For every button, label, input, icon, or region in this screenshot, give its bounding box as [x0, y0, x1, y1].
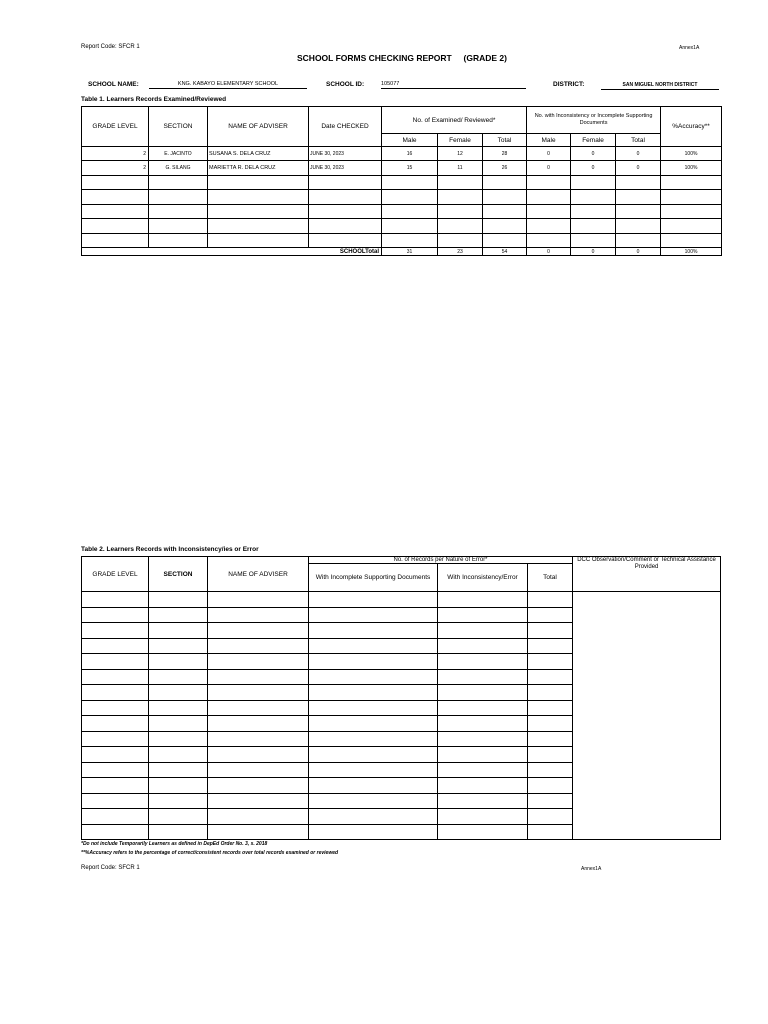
th-in-total: Total — [616, 134, 661, 147]
cell-accuracy: 100% — [661, 147, 722, 161]
th-accuracy: %Accuracy** — [661, 107, 722, 147]
th-section: SECTION — [149, 107, 208, 147]
table-row — [82, 219, 722, 234]
total-ex-total: 54 — [483, 248, 527, 256]
table1-caption: Table 1. Learners Records Examined/Reviewed — [81, 96, 227, 103]
th-grade-level: GRADE LEVEL — [82, 107, 149, 147]
cell-date: JUNE 30, 2023 — [309, 161, 382, 176]
th2-section: SECTION — [149, 557, 208, 592]
table-row — [82, 190, 722, 205]
footnote-temporary-learners: *Do not include Temporarily Learners as defined in DepEd Order No. 3, s. 2018 — [81, 841, 268, 847]
th2-observation: DCC Observation/Comment or Technical Assistance Provided — [573, 557, 721, 592]
table-row — [82, 205, 722, 219]
cell-adviser: SUSANA S. DELA CRUZ — [208, 147, 309, 161]
cell-in-total: 0 — [616, 147, 661, 161]
school-total-label: SCHOOLTotal — [82, 248, 382, 256]
th-ex-total: Total — [483, 134, 527, 147]
cell-accuracy: 100% — [661, 161, 722, 176]
observation-cell — [573, 592, 721, 840]
table-row — [82, 592, 721, 608]
cell-date: JUNE 30, 2023 — [309, 147, 382, 161]
report-code: Report Code: SFCR 1 — [81, 44, 140, 50]
table-row — [82, 147, 722, 161]
cell-ex-total: 26 — [483, 161, 527, 176]
footnote-accuracy: **%Accuracy refers to the percentage of correct/consistent records over total records examined or reviewed — [81, 850, 339, 856]
footer-annex-label: Annex1A — [581, 866, 602, 872]
school-id-label: SCHOOL ID: — [326, 81, 365, 88]
th-in-male: Male — [527, 134, 571, 147]
th-ex-male: Male — [382, 134, 438, 147]
records-examined-table — [81, 106, 722, 256]
total-in-male: 0 — [527, 248, 571, 256]
school-id-value: 105077 — [381, 81, 526, 89]
cell-in-male: 0 — [527, 147, 571, 161]
th-adviser: NAME OF ADVISER — [208, 107, 309, 147]
th2-total: Total — [528, 564, 573, 592]
th-ex-female: Female — [438, 134, 483, 147]
cell-adviser: MARIETTA R. DELA CRUZ — [208, 161, 309, 176]
th-inconsistency: No. with Inconsistency or Incomplete Supporting Documents — [527, 107, 661, 134]
th-date-checked: Date CHECKED — [309, 107, 382, 147]
cell-ex-female: 11 — [438, 161, 483, 176]
cell-section: E. JACINTO — [149, 147, 208, 161]
annex-label: Annex1A — [679, 45, 700, 51]
cell-in-male: 0 — [527, 161, 571, 176]
cell-section: G. SILANG — [149, 161, 208, 176]
school-name-value: KNG. KABAYO ELEMENTARY SCHOOL — [149, 81, 307, 89]
cell-in-total: 0 — [616, 161, 661, 176]
th2-incomplete-docs: With Incomplete Supporting Documents — [309, 564, 438, 592]
district-value: SAN MIGUEL NORTH DISTRICT — [601, 82, 719, 90]
table-row — [82, 234, 722, 248]
total-ex-female: 23 — [438, 248, 483, 256]
cell-in-female: 0 — [571, 161, 616, 176]
table2-caption: Table 2. Learners Records with Inconsistency/ies or Error — [81, 546, 259, 553]
school-name-label: SCHOOL NAME: — [88, 81, 139, 88]
total-ex-male: 31 — [382, 248, 438, 256]
records-error-table — [81, 556, 721, 840]
th2-nature-of-error: No. of Records per Nature of Error* — [309, 557, 573, 564]
th2-inconsistency: With Inconsistency/Error — [438, 564, 528, 592]
th2-grade-level: GRADE LEVEL — [82, 557, 149, 592]
cell-ex-male: 16 — [382, 147, 438, 161]
page-title: SCHOOL FORMS CHECKING REPORT (GRADE 2) — [297, 53, 507, 63]
cell-grade: 2 — [82, 147, 149, 161]
table-row — [82, 176, 722, 190]
total-row — [82, 248, 722, 256]
total-in-female: 0 — [571, 248, 616, 256]
table-row — [82, 161, 722, 176]
cell-ex-total: 28 — [483, 147, 527, 161]
cell-grade: 2 — [82, 161, 149, 176]
cell-ex-male: 15 — [382, 161, 438, 176]
th-in-female: Female — [571, 134, 616, 147]
cell-in-female: 0 — [571, 147, 616, 161]
total-accuracy: 100% — [661, 248, 722, 256]
footer-report-code: Report Code: SFCR 1 — [81, 865, 140, 871]
district-label: DISTRICT: — [553, 81, 585, 88]
cell-ex-female: 12 — [438, 147, 483, 161]
th2-adviser: NAME OF ADVISER — [208, 557, 309, 592]
total-in-total: 0 — [616, 248, 661, 256]
th-examined: No. of Examined/ Reviewed* — [382, 107, 527, 134]
